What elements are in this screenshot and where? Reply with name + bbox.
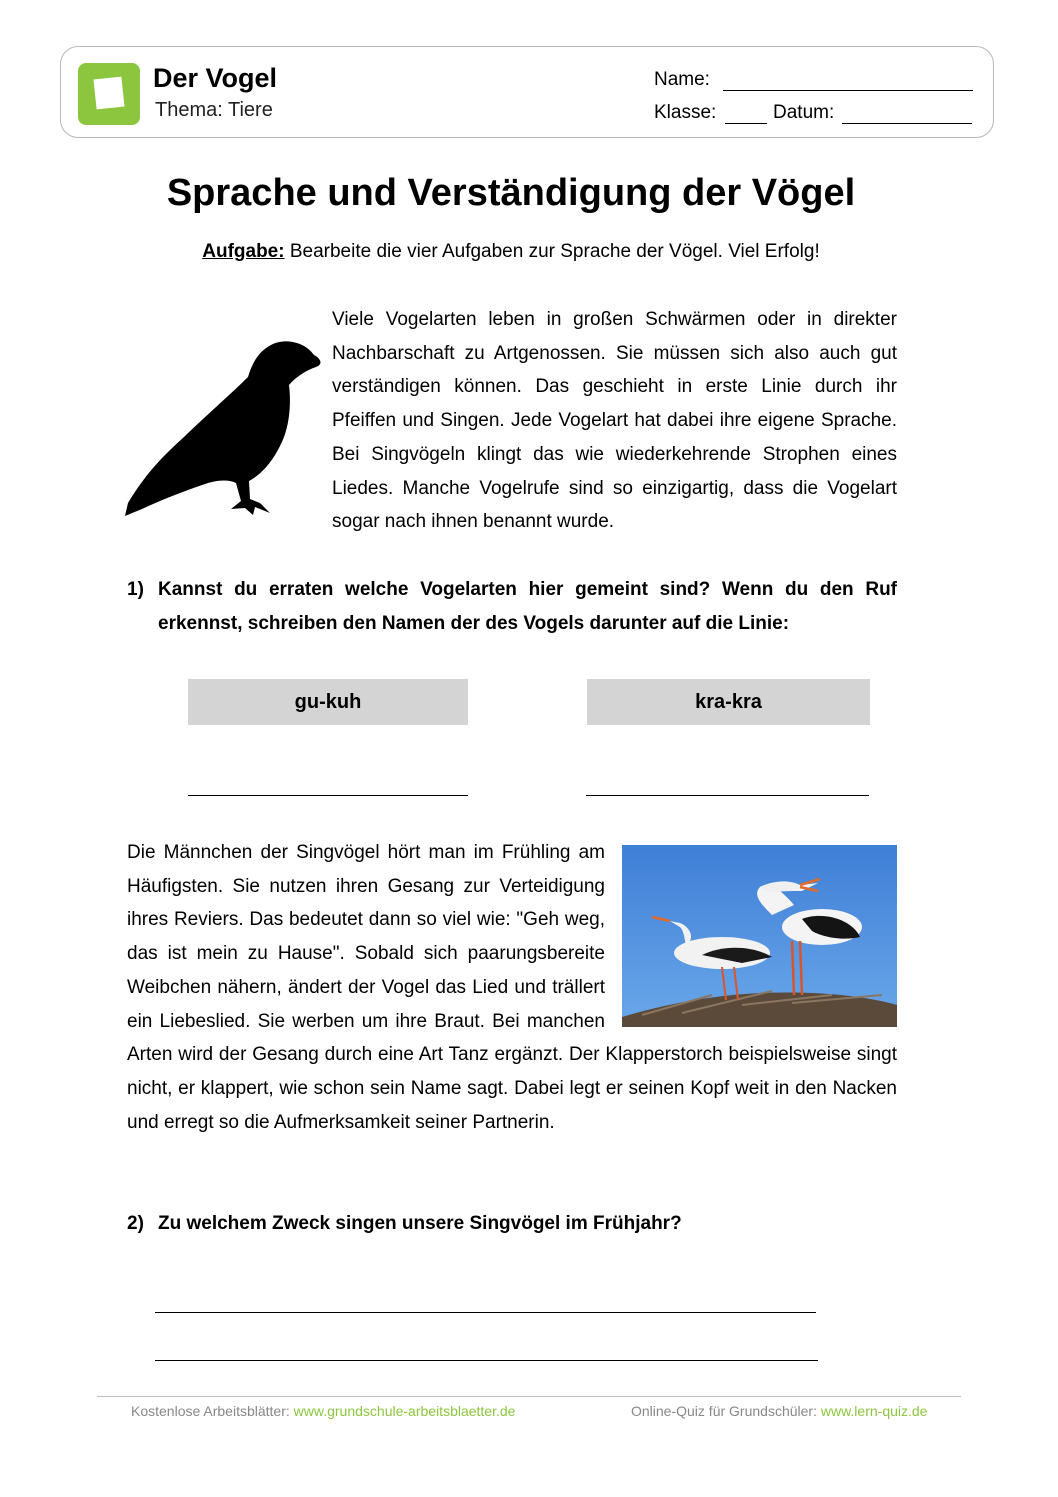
question-1-number: 1): [127, 579, 144, 600]
page-title: Sprache und Verständigung der Vögel: [166, 172, 856, 214]
name-label: Name:: [654, 69, 710, 90]
footer-left-link[interactable]: www.grundschule-arbeitsblaetter.de: [293, 1403, 516, 1419]
footer-right-link[interactable]: www.lern-quiz.de: [820, 1403, 928, 1419]
bird-call-box: kra-kra: [587, 679, 870, 725]
datum-field[interactable]: [842, 122, 972, 124]
question-2-number: 2): [127, 1213, 144, 1234]
footer-right: [631, 1403, 927, 1419]
name-field[interactable]: [723, 89, 973, 91]
klasse-field[interactable]: [725, 122, 767, 124]
question-2-text: Zu welchem Zweck singen unsere Singvögel im Frühjahr?: [158, 1213, 682, 1234]
answer-line[interactable]: [188, 795, 468, 796]
footer-left-label: Kostenlose Arbeitsblätter:: [131, 1403, 294, 1419]
question-1: [127, 573, 897, 641]
storks-photo: [622, 845, 897, 1027]
worksheet-title: Der Vogel: [153, 63, 278, 93]
datum-label: Datum:: [773, 102, 835, 123]
logo-icon: [78, 63, 140, 125]
question-2: [127, 1207, 897, 1241]
intro-paragraph: Viele Vogelarten leben in großen Schwärmen oder in direkter Nachbarschaft zu Artgenossen. Sie müssen sich also auch gut verständigen können. Das geschieht in erste Linie durch ihr Pfeiffen und Singen. Jede Vogelart hat dabei ihre eigene Sprache. Bei Singvögeln klingt das wie wiederkehrende Strophen eines Liedes. Manche Vogelrufe sind so einzigartig, dass die Vogelart sogar nach ihnen benannt wurde.: [332, 309, 897, 533]
bird-call-box: gu-kuh: [188, 679, 468, 725]
worksheet-topic: Thema: Tiere: [155, 99, 273, 121]
klasse-label: Klasse:: [654, 102, 717, 123]
footer-divider: [97, 1396, 961, 1397]
task-label: Aufgabe:: [202, 241, 285, 262]
raven-silhouette-image: [124, 333, 332, 519]
answer-line[interactable]: [586, 795, 869, 796]
task-instruction: [0, 241, 1022, 263]
answer-line[interactable]: [155, 1360, 818, 1361]
footer-left: [131, 1403, 515, 1419]
question-1-text: Kannst du erraten welche Vogelarten hier gemeint sind? Wenn du den Ruf erkennst, schreiben den Namen der des Vogels darunter auf die Linie:: [158, 579, 897, 634]
singing-paragraph: Die Männchen der Singvögel hört man im Frühling am Häufigsten. Sie nutzen ihren Gesang zur Verteidigung ihres Reviers. Das bedeutet dann so viel wie: "Geh weg, das ist mein zu Hause". Sobald sich paarungsbereite Weibchen nähern, ändert der Vogel das Lied und trällert ein Liebeslied. Sie werben um ihre Braut. Bei manchen Arten wird der Gesang durch eine Art Tanz ergänzt. Der Klapperstorch beispielsweise singt nicht, er klappert, wie schon sein Name sagt. Dabei legt er seinen Kopf weit in den Nacken und erregt so die Aufmerksamkeit seiner Partnerin.: [127, 842, 897, 1133]
task-text: Bearbeite die vier Aufgaben zur Sprache der Vögel. Viel Erfolg!: [284, 241, 820, 262]
answer-line[interactable]: [155, 1312, 816, 1313]
footer-right-label: Online-Quiz für Grundschüler:: [631, 1403, 821, 1419]
